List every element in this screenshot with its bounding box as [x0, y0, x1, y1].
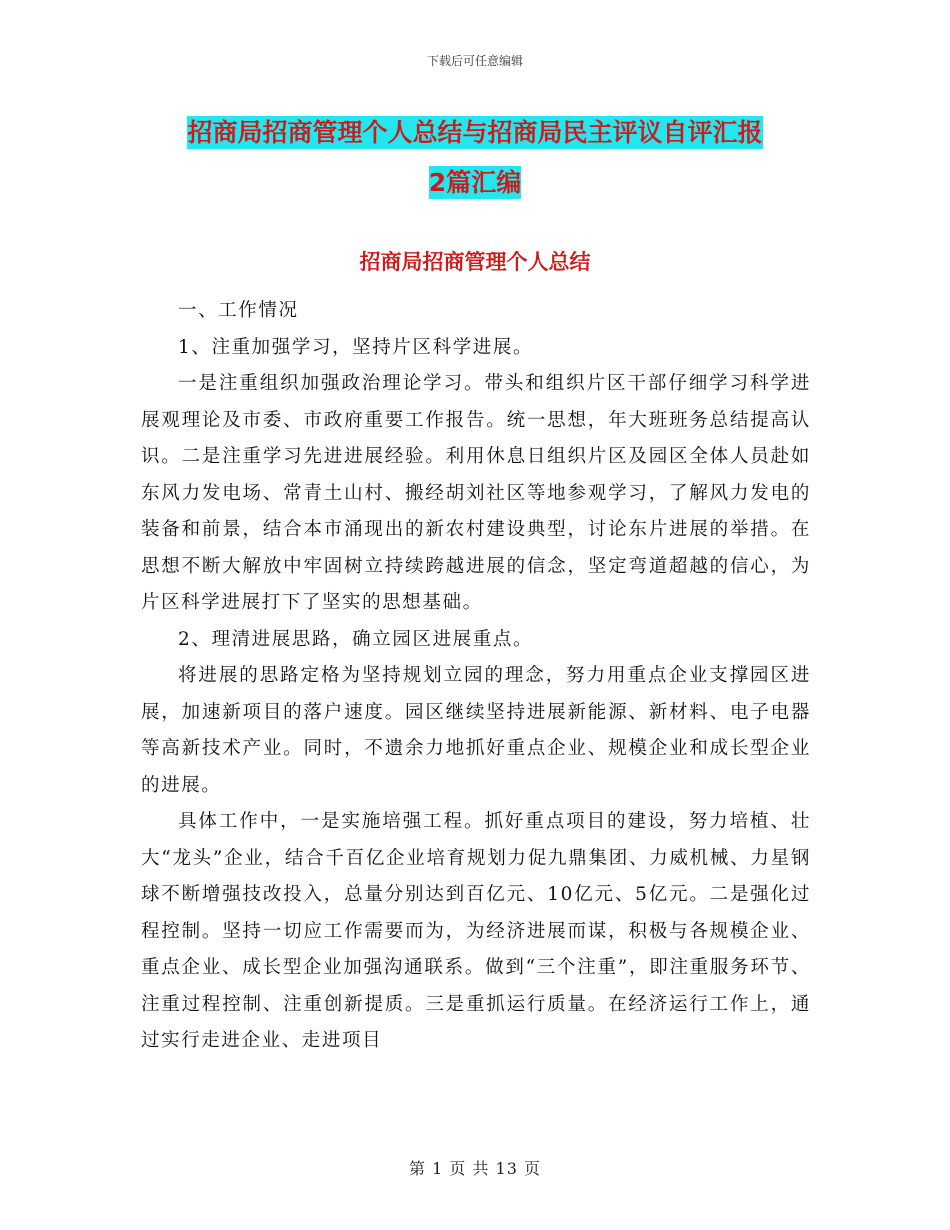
section-title: 招商局招商管理个人总结	[359, 250, 591, 274]
paragraph: 1、注重加强学习，坚持片区科学进展。	[178, 336, 534, 358]
document-title	[140, 108, 810, 208]
document-title-line-1: 招商局招商管理个人总结与招商局民主评议自评汇报	[187, 118, 763, 147]
paragraph: 2、理清进展思路，确立园区进展重点。	[178, 628, 534, 650]
paragraph: 一、工作情况	[178, 300, 299, 321]
paragraph: 将进展的思路定格为坚持规划立园的理念，努力用重点企业支撑园区进展，加速新项目的落户速度。园区继续坚持进展新能源、新材料、电子电器等高新技术产业。同时，不遗余力地抓好重点企业、规模企业和成长型企业的进展。	[141, 665, 811, 796]
header-note: 下载后可任意编辑	[426, 54, 523, 68]
paragraph: 一是注重组织加强政治理论学习。带头和组织片区干部仔细学习科学进展观理论及市委、市政府重要工作报告。统一思想，年大班班务总结提高认识。二是注重学习先进进展经验。利用休息日组织片区及园区全体人员赴如东风力发电场、常青土山村、搬经胡刘社区等地参观学习，了解风力发电的装备和前景，结合本市涌现出的新农村建设典型，讨论东片进展的举措。在思想不断大解放中牢固树立持续跨越进展的信念，坚定弯道超越的信心，为片区科学进展打下了坚实的思想基础。	[141, 373, 811, 613]
page-number-footer: 第 1 页 共 13 页	[409, 1159, 541, 1178]
paragraph: 具体工作中，一是实施培强工程。抓好重点项目的建设，努力培植、壮大“龙头”企业，结合千百亿企业培育规划力促九鼎集团、力威机械、力星钢球不断增强技改投入，总量分别达到百亿元、10亿元、5亿元。二是强化过程控制。坚持一切应工作需要而为，为经济进展而谋，积极与各规模企业、重点企业、成长型企业加强沟通联系。做到“三个注重”，即注重服务环节、注重过程控制、注重创新提质。三是重抓运行质量。在经济运行工作上，通过实行走进企业、走进项目	[141, 811, 811, 1051]
document-title-line-2: 2篇汇编	[428, 168, 522, 197]
body-text	[141, 293, 811, 1060]
